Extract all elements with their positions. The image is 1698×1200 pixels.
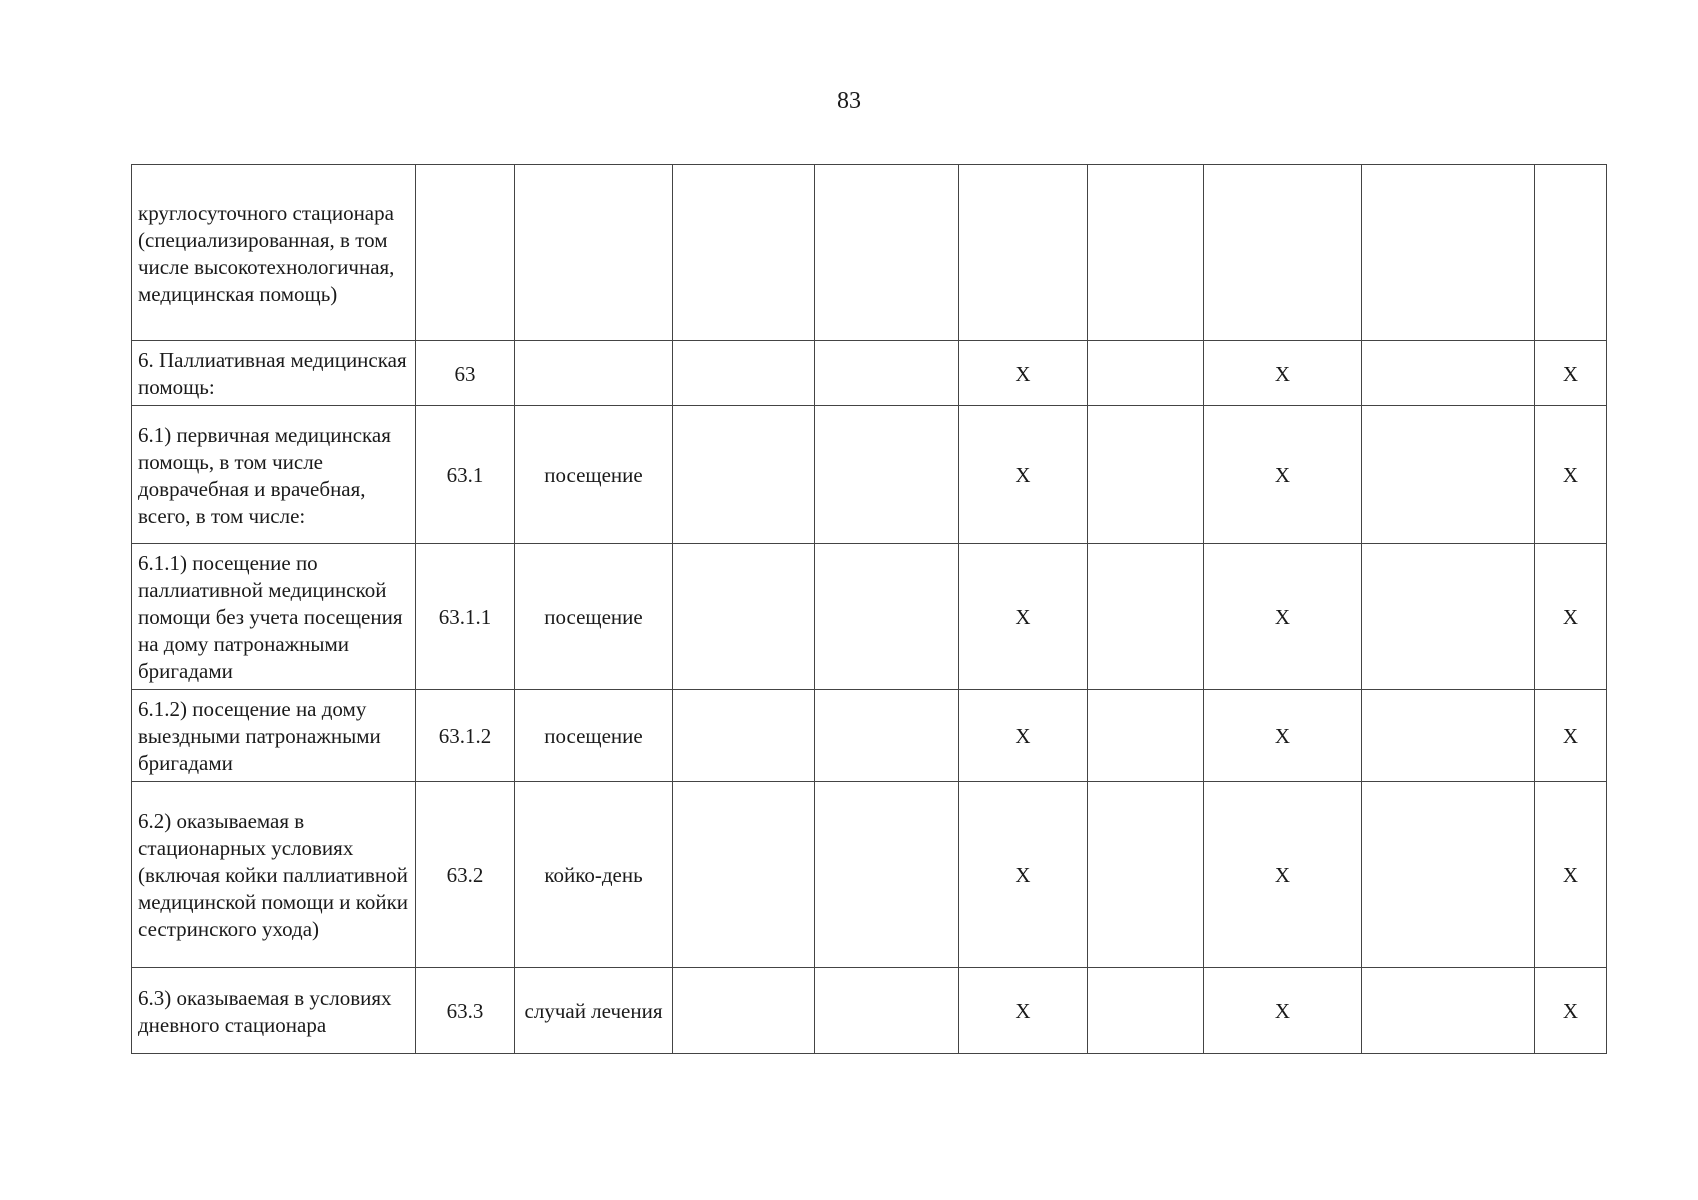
row-col4 bbox=[673, 690, 815, 782]
row-unit: посещение bbox=[515, 544, 673, 690]
row-col9 bbox=[1362, 968, 1535, 1054]
row-mark-1: X bbox=[959, 341, 1088, 406]
row-mark-1: X bbox=[959, 406, 1088, 544]
row-col5 bbox=[815, 406, 959, 544]
row-name: 6.2) оказываемая в стационарных условиях (включая койки паллиативной медицинской помощи и койки сестринского ухода) bbox=[132, 782, 416, 968]
table-row bbox=[132, 544, 1607, 690]
row-name: 6.1.2) посещение на дому выездными патронажными бригадами bbox=[132, 690, 416, 782]
row-mark-2: X bbox=[1204, 690, 1362, 782]
row-mark-3: X bbox=[1535, 690, 1607, 782]
row-col7 bbox=[1088, 690, 1204, 782]
row-code: 63.2 bbox=[416, 782, 515, 968]
table-body bbox=[132, 165, 1607, 1054]
row-col5 bbox=[815, 690, 959, 782]
row-unit: койко-день bbox=[515, 782, 673, 968]
row-col4 bbox=[673, 782, 815, 968]
row-mark-2: X bbox=[1204, 406, 1362, 544]
row-code: 63.1.2 bbox=[416, 690, 515, 782]
row-col9 bbox=[1362, 406, 1535, 544]
table-row bbox=[132, 165, 1607, 341]
row-col5 bbox=[815, 544, 959, 690]
row-mark-2: X bbox=[1204, 968, 1362, 1054]
row-col4 bbox=[673, 406, 815, 544]
row-col9 bbox=[1362, 690, 1535, 782]
table-row bbox=[132, 406, 1607, 544]
row-col7 bbox=[1088, 165, 1204, 341]
row-col4 bbox=[673, 968, 815, 1054]
row-unit: посещение bbox=[515, 690, 673, 782]
row-mark-3: X bbox=[1535, 341, 1607, 406]
row-col9 bbox=[1362, 341, 1535, 406]
row-mark-3: X bbox=[1535, 968, 1607, 1054]
row-mark-3: X bbox=[1535, 406, 1607, 544]
row-col7 bbox=[1088, 406, 1204, 544]
row-mark-3: X bbox=[1535, 782, 1607, 968]
row-mark-1: X bbox=[959, 968, 1088, 1054]
row-name: 6.1.1) посещение по паллиативной медицинской помощи без учета посещения на дому патронажными бригадами bbox=[132, 544, 416, 690]
row-name: 6.3) оказываемая в условиях дневного стационара bbox=[132, 968, 416, 1054]
row-code: 63.1 bbox=[416, 406, 515, 544]
row-mark-1: X bbox=[959, 544, 1088, 690]
row-col7 bbox=[1088, 782, 1204, 968]
row-mark-1: X bbox=[959, 690, 1088, 782]
row-col5 bbox=[815, 968, 959, 1054]
row-code bbox=[416, 165, 515, 341]
row-col9 bbox=[1362, 782, 1535, 968]
table-row bbox=[132, 782, 1607, 968]
table-row bbox=[132, 690, 1607, 782]
row-mark-1 bbox=[959, 165, 1088, 341]
row-col5 bbox=[815, 782, 959, 968]
row-unit: случай лечения bbox=[515, 968, 673, 1054]
row-col4 bbox=[673, 165, 815, 341]
row-name: 6. Паллиативная медицинская помощь: bbox=[132, 341, 416, 406]
row-col9 bbox=[1362, 165, 1535, 341]
row-code: 63.3 bbox=[416, 968, 515, 1054]
row-code: 63.1.1 bbox=[416, 544, 515, 690]
row-unit bbox=[515, 165, 673, 341]
row-unit bbox=[515, 341, 673, 406]
row-col5 bbox=[815, 165, 959, 341]
row-mark-3 bbox=[1535, 165, 1607, 341]
row-code: 63 bbox=[416, 341, 515, 406]
row-unit: посещение bbox=[515, 406, 673, 544]
table-row bbox=[132, 968, 1607, 1054]
row-col7 bbox=[1088, 341, 1204, 406]
row-col9 bbox=[1362, 544, 1535, 690]
row-name: 6.1) первичная медицинская помощь, в том числе доврачебная и врачебная, всего, в том числе: bbox=[132, 406, 416, 544]
row-col4 bbox=[673, 341, 815, 406]
row-col7 bbox=[1088, 544, 1204, 690]
row-mark-3: X bbox=[1535, 544, 1607, 690]
row-col7 bbox=[1088, 968, 1204, 1054]
row-col4 bbox=[673, 544, 815, 690]
row-mark-1: X bbox=[959, 782, 1088, 968]
row-name: круглосуточного стационара (специализированная, в том числе высокотехнологичная, медицинская помощь) bbox=[132, 165, 416, 341]
row-mark-2: X bbox=[1204, 544, 1362, 690]
data-table bbox=[131, 164, 1607, 1054]
row-mark-2: X bbox=[1204, 782, 1362, 968]
row-mark-2 bbox=[1204, 165, 1362, 341]
row-col5 bbox=[815, 341, 959, 406]
page-number: 83 bbox=[837, 88, 861, 114]
row-mark-2: X bbox=[1204, 341, 1362, 406]
table-row bbox=[132, 341, 1607, 406]
